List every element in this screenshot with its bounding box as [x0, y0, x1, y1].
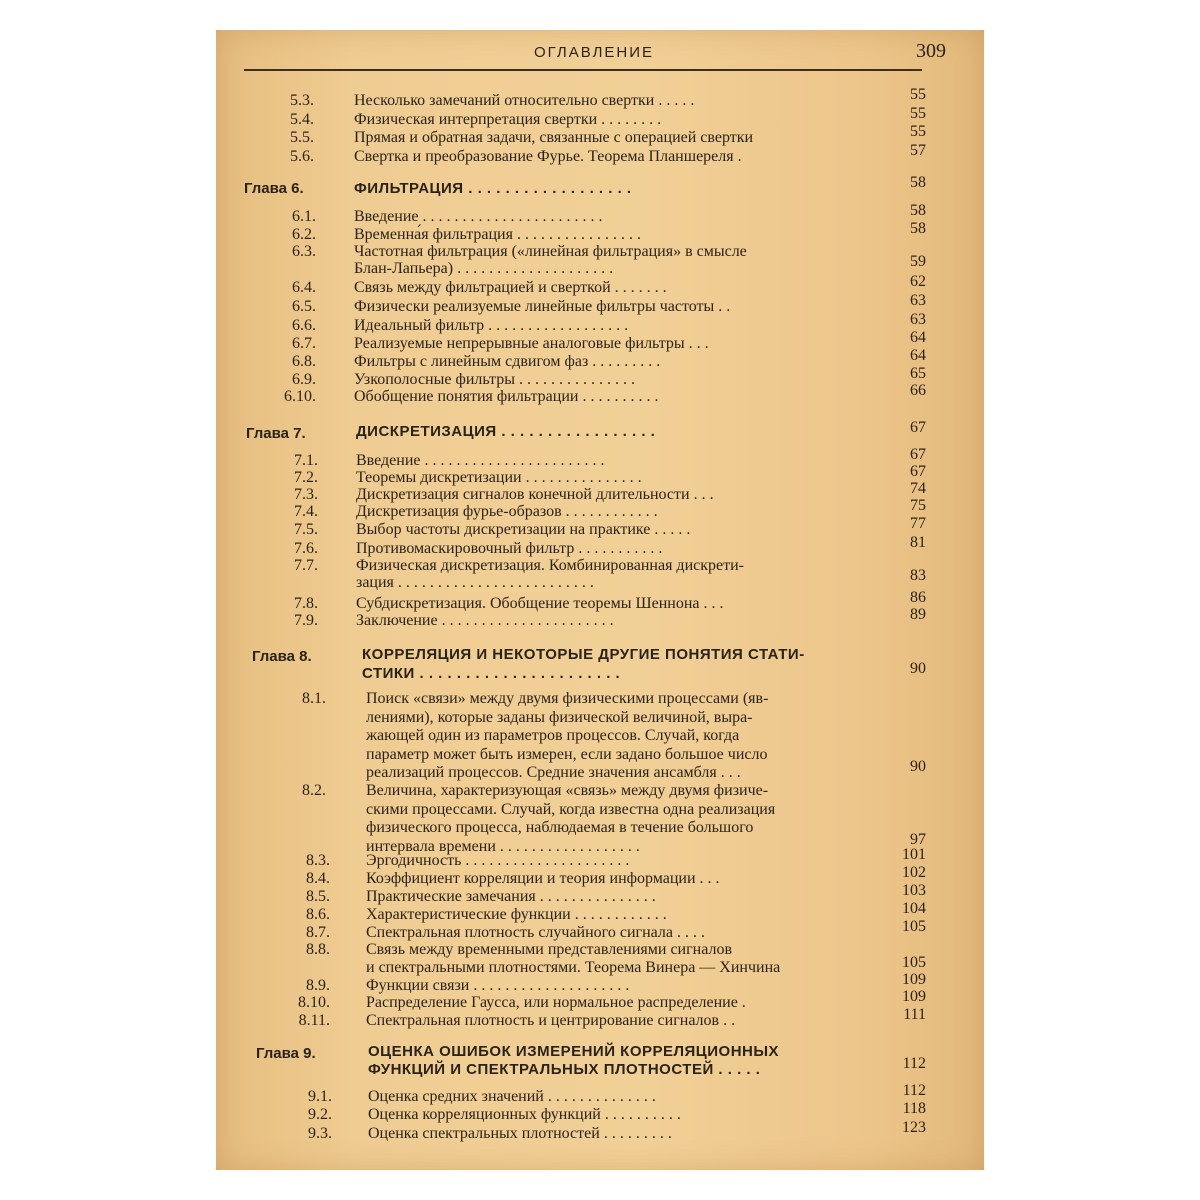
section-page: 57 [910, 141, 926, 159]
section-number: 7.1. [294, 452, 318, 469]
section-page: 75 [910, 497, 926, 514]
section-number: 9.3. [308, 1125, 332, 1142]
section-title: Временна́я фильтрация . . . . . . . . . . . . . . . . [354, 226, 641, 243]
section-number: 7.9. [294, 612, 318, 629]
section-title: Выбор частоты дискретизации на практике . . . . . [356, 521, 691, 538]
section-number: 6.5. [292, 298, 316, 315]
section-title: Эргодичность . . . . . . . . . . . . . . . . . . . . . [366, 852, 630, 869]
section-title: Идеальный фильтр . . . . . . . . . . . . . . . . . . [354, 317, 629, 334]
section-page: 62 [910, 273, 926, 290]
section-page: 101 [902, 846, 926, 863]
section-page: 109 [902, 971, 926, 988]
section-number: 8.4. [306, 870, 330, 887]
section-number: 8.2. [302, 782, 326, 799]
section-number: 8.5. [306, 888, 330, 905]
section-title: Дискретизация сигналов конечной длительности . . . [356, 486, 714, 503]
section-page: 111 [903, 1006, 926, 1023]
section-number: 7.2. [294, 469, 318, 486]
section-title-continued: Блан-Лапьера) . . . . . . . . . . . . . . . . . . . . [354, 260, 614, 277]
section-page: 55 [910, 86, 926, 103]
section-title: лениями), которые заданы физической величиной, выра- [366, 708, 753, 726]
chapter-page: 112 [902, 1055, 926, 1072]
section-number: 6.6. [292, 317, 316, 334]
section-number: 5.4. [290, 110, 314, 128]
section-number: 9.2. [308, 1106, 332, 1123]
section-number: 6.4. [292, 279, 316, 296]
section-page: 112 [902, 1082, 926, 1099]
section-number: 6.10. [284, 388, 316, 405]
section-title: Дискретизация фурье-образов . . . . . . . . . . . . [356, 503, 658, 520]
section-number: 5.3. [290, 92, 314, 109]
section-number: 6.7. [292, 335, 316, 352]
section-page: 58 [910, 202, 926, 219]
section-title: Оценка корреляционных функций . . . . . . . . . . [368, 1106, 681, 1123]
section-title: Физическая интерпретация свертки . . . . . . . . [354, 110, 662, 128]
section-page: 58 [910, 220, 926, 237]
section-title: Функции связи . . . . . . . . . . . . . . . . . . . . [366, 977, 630, 994]
section-title: Практические замечания . . . . . . . . . . . . . . . [366, 888, 656, 905]
section-page: 55 [910, 123, 926, 140]
section-page: 86 [910, 589, 926, 606]
section-number: 6.2. [292, 226, 316, 243]
chapter-title: ДИСКРЕТИЗАЦИЯ . . . . . . . . . . . . . . . . . [356, 423, 656, 440]
section-title: Противомаскировочный фильтр . . . . . . . . . . . [356, 540, 663, 557]
section-page: 89 [910, 606, 926, 623]
section-title: Связь между временными представлениями сигналов [366, 941, 733, 958]
section-number: 8.9. [306, 977, 330, 994]
section-number: 7.5. [294, 521, 318, 538]
section-number: 8.8. [306, 941, 330, 958]
section-number: 5.5. [290, 129, 314, 146]
section-number: 8.6. [306, 906, 330, 923]
section-number: 8.11. [298, 1012, 330, 1029]
section-page: 66 [910, 382, 926, 399]
section-title: Узкополосные фильтры . . . . . . . . . . . . . . . [354, 371, 635, 388]
section-page: 65 [910, 365, 926, 382]
section-title: Несколько замечаний относительно свертки . . . . . [354, 92, 695, 109]
section-page: 103 [902, 882, 926, 899]
section-number: 8.3. [306, 852, 330, 869]
section-title: Прямая и обратная задачи, связанные с операцией свертки [354, 129, 754, 146]
section-number: 7.7. [294, 557, 318, 574]
section-title: Характеристические функции . . . . . . . . . . . . [366, 906, 667, 923]
chapter-title: КОРРЕЛЯЦИЯ И НЕКОТОРЫЕ ДРУГИЕ ПОНЯТИЯ СТАТИ- [362, 646, 805, 663]
section-title-continued: зация . . . . . . . . . . . . . . . . . . . . . . . . . [356, 574, 594, 591]
book-page [216, 30, 984, 1170]
section-title: Распределение Гаусса, или нормальное распределение . [366, 994, 746, 1011]
section-title: Величина, характеризующая «связь» между двумя физиче- [366, 782, 769, 799]
section-title: Спектральная плотность и центрирование сигналов . . [366, 1012, 736, 1029]
section-title: Связь между фильтрацией и сверткой . . . . . . . [354, 279, 667, 296]
section-page: 118 [902, 1100, 926, 1117]
section-page: 77 [910, 515, 926, 532]
section-page: 123 [902, 1119, 926, 1136]
chapter-label: Глава 9. [256, 1045, 316, 1062]
section-page: 64 [910, 329, 926, 346]
section-number: 7.8. [294, 595, 318, 612]
section-number: 8.10. [298, 994, 330, 1011]
chapter-label: Глава 8. [252, 648, 312, 665]
section-page: 109 [902, 988, 926, 1005]
section-page: 97 [910, 831, 926, 848]
header-page-number: 309 [916, 40, 946, 62]
section-title: реализаций процессов. Средние значения ансамбля . . . [366, 764, 741, 781]
section-page: 67 [910, 446, 926, 463]
section-page: 55 [910, 104, 926, 122]
chapter-title-continued: СТИКИ . . . . . . . . . . . . . . . . . . . . . . [362, 665, 621, 682]
section-page: 105 [902, 954, 926, 971]
section-title: скими процессами. Случай, когда известна одна реализация [366, 800, 776, 818]
section-page: 63 [910, 292, 926, 309]
section-title: параметр может быть измерен, если задано большое число [366, 745, 768, 763]
section-number: 7.4. [294, 503, 318, 520]
section-page: 81 [910, 534, 926, 551]
section-number: 7.3. [294, 486, 318, 503]
section-title: и спектральными плотностями. Теорема Винера — Хинчина [366, 959, 781, 976]
section-title: Заключение . . . . . . . . . . . . . . . . . . . . . . [356, 612, 614, 629]
section-number: 8.1. [302, 690, 326, 707]
section-title: Введение . . . . . . . . . . . . . . . . . . . . . . . [354, 208, 603, 225]
section-title: Субдискретизация. Обобщение теоремы Шеннона . . . [356, 595, 724, 612]
chapter-page: 58 [910, 174, 926, 191]
section-page: 63 [910, 311, 926, 328]
section-title: Физически реализуемые линейные фильтры частоты . . [354, 298, 731, 315]
section-title: Фильтры с линейным сдвигом фаз . . . . . . . . . [354, 353, 661, 370]
section-page: 74 [910, 480, 926, 497]
section-title: Введение . . . . . . . . . . . . . . . . . . . . . . . [356, 452, 605, 469]
section-title: интервала времени . . . . . . . . . . . . . . . . . . [366, 837, 640, 855]
table-of-contents [216, 30, 984, 1170]
section-title: Обобщение понятия фильтрации . . . . . . . . . . [354, 388, 659, 405]
section-title: Частотная фильтрация («линейная фильтрация» в смысле [354, 243, 747, 260]
section-title: физического процесса, наблюдаемая в течение большого [366, 819, 754, 836]
section-page: 102 [902, 864, 926, 881]
section-title: Поиск «связи» между двумя физическими процессами (яв- [366, 690, 769, 707]
section-title: Физическая дискретизация. Комбинированная дискрети- [356, 557, 744, 574]
section-title: Теоремы дискретизации . . . . . . . . . . . . . . . [356, 469, 642, 486]
section-number: 6.8. [292, 353, 316, 370]
section-number: 6.9. [292, 371, 316, 388]
section-page: 104 [902, 900, 926, 917]
chapter-label: Глава 6. [244, 180, 304, 197]
section-title: Оценка средних значений . . . . . . . . . . . . . . [368, 1088, 656, 1105]
section-number: 5.6. [290, 147, 314, 165]
section-number: 9.1. [308, 1088, 332, 1105]
section-page: 90 [910, 758, 926, 775]
section-number: 6.1. [292, 208, 316, 225]
section-title: Свертка и преобразование Фурье. Теорема Планшереля . [354, 147, 742, 165]
section-page: 83 [910, 567, 926, 584]
chapter-title: ОЦЕНКА ОШИБОК ИЗМЕРЕНИЙ КОРРЕЛЯЦИОННЫХ [368, 1043, 780, 1060]
chapter-page: 90 [910, 660, 926, 677]
section-page: 67 [910, 463, 926, 480]
chapter-page: 67 [910, 419, 926, 436]
section-page: 64 [910, 347, 926, 364]
chapter-title-continued: ФУНКЦИЙ И СПЕКТРАЛЬНЫХ ПЛОТНОСТЕЙ . . . . . [368, 1061, 761, 1078]
chapter-label: Глава 7. [246, 425, 306, 442]
section-page: 105 [902, 918, 926, 935]
section-number: 8.7. [306, 924, 330, 941]
section-number: 7.6. [294, 540, 318, 557]
section-title: Коэффициент корреляции и теория информации . . . [366, 870, 720, 887]
section-title: жающей один из параметров процессов. Случай, когда [366, 727, 740, 744]
section-number: 6.3. [292, 243, 316, 260]
section-title: Оценка спектральных плотностей . . . . . . . . . [368, 1125, 672, 1142]
chapter-title: ФИЛЬТРАЦИЯ . . . . . . . . . . . . . . . . . . [354, 180, 632, 197]
section-title: Спектральная плотность случайного сигнала . . . . [366, 924, 705, 941]
section-title: Реализуемые непрерывные аналоговые фильтры . . . [354, 335, 709, 352]
section-page: 59 [910, 253, 926, 270]
header-title: ОГЛАВЛЕНИЕ [533, 44, 655, 61]
